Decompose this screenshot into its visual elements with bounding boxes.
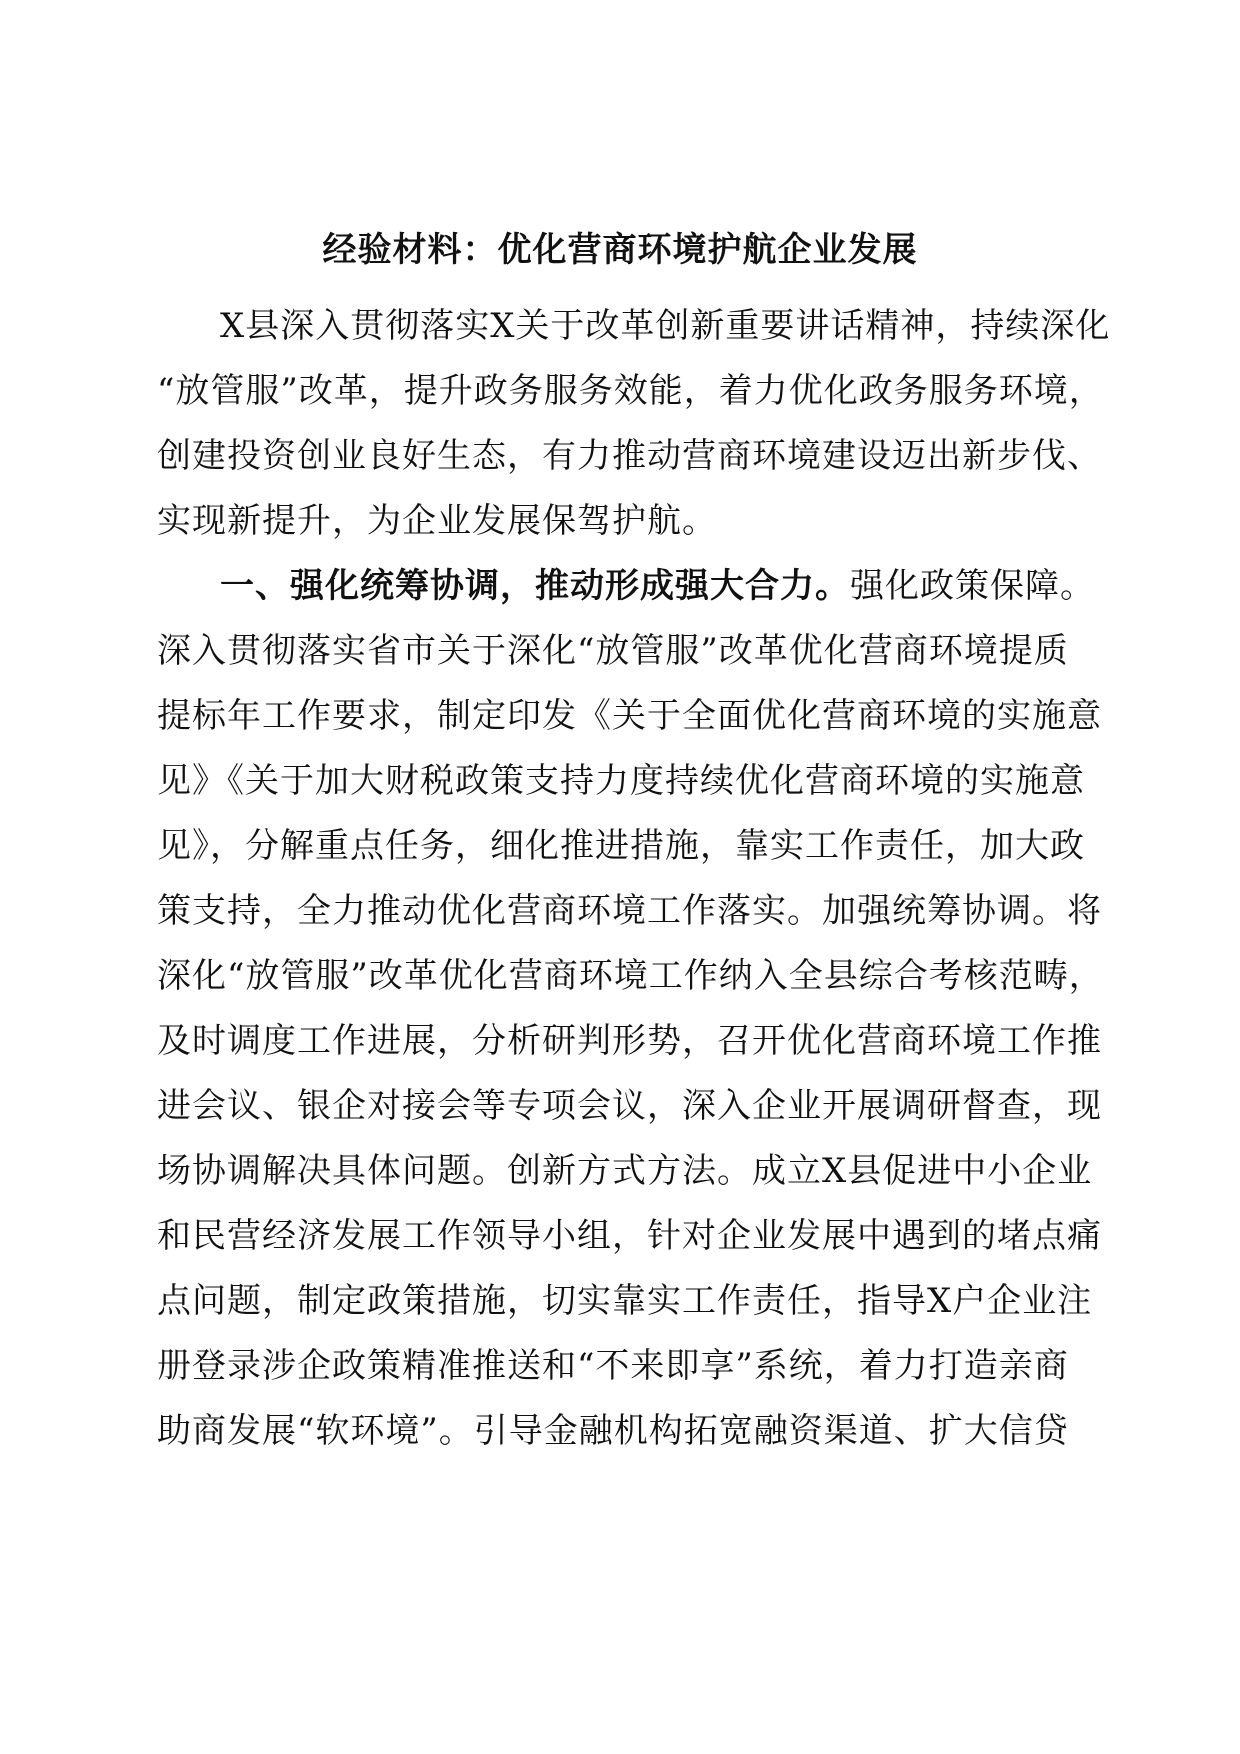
section1-line-9: 场协调解决具体问题。创新方式方法。成立X县促进中小企业 — [157, 1151, 1093, 1191]
section1-line-6: 深化“放管服”改革优化营商环境工作纳入全县综合考核范畴， — [157, 956, 1104, 996]
section1-line-5: 策支持，全力推动优化营商环境工作落实。加强统筹协调。将 — [157, 891, 1102, 931]
intro-line-1: X县深入贯彻落实X关于改革创新重要讲话精神，持续深化 — [220, 306, 1111, 346]
section1-line-2: 提标年工作要求，制定印发《关于全面优化营商环境的实施意 — [157, 696, 1102, 736]
intro-line-3: 创建投资创业良好生态，有力推动营商环境建设迈出新步伐、 — [157, 436, 1102, 476]
section1-line-4: 见》，分解重点任务，细化推进措施，靠实工作责任，加大政 — [157, 826, 1085, 866]
document-title: 经验材料：优化营商环境护航企业发展 — [322, 230, 918, 270]
section1-line-1: 深入贯彻落实省市关于深化“放管服”改革优化营商环境提质 — [157, 631, 1069, 671]
section1-line-10: 和民营经济发展工作领导小组，针对企业发展中遇到的堵点痛 — [157, 1216, 1102, 1256]
intro-line-4: 实现新提升，为企业发展保驾护航。 — [157, 501, 717, 541]
section1-line-8: 进会议、银企对接会等专项会议，深入企业开展调研督查，现 — [157, 1086, 1102, 1126]
section1-first-line — [220, 562, 1095, 610]
section1-line-13: 助商发展“软环境”。引导金融机构拓宽融资渠道、扩大信贷 — [157, 1411, 1069, 1451]
section1-line-3: 见》《关于加大财税政策支持力度持续优化营商环境的实施意 — [157, 761, 1085, 801]
section1-line-12: 册登录涉企政策精准推送和“不来即享”系统，着力打造亲商 — [157, 1346, 1069, 1386]
section1-line-7: 及时调度工作进展，分析研判形势，召开优化营商环境工作推 — [157, 1021, 1102, 1061]
intro-line-2: “放管服”改革，提升政务服务效能，着力优化政务服务环境， — [157, 371, 1104, 411]
section1-first-line-rest: 强化政策保障。 — [850, 566, 1095, 606]
section1-heading: 一、强化统筹协调，推动形成强大合力。 — [220, 566, 850, 606]
section1-line-11: 点问题，制定政策措施，切实靠实工作责任，指导X户企业注 — [157, 1281, 1093, 1321]
